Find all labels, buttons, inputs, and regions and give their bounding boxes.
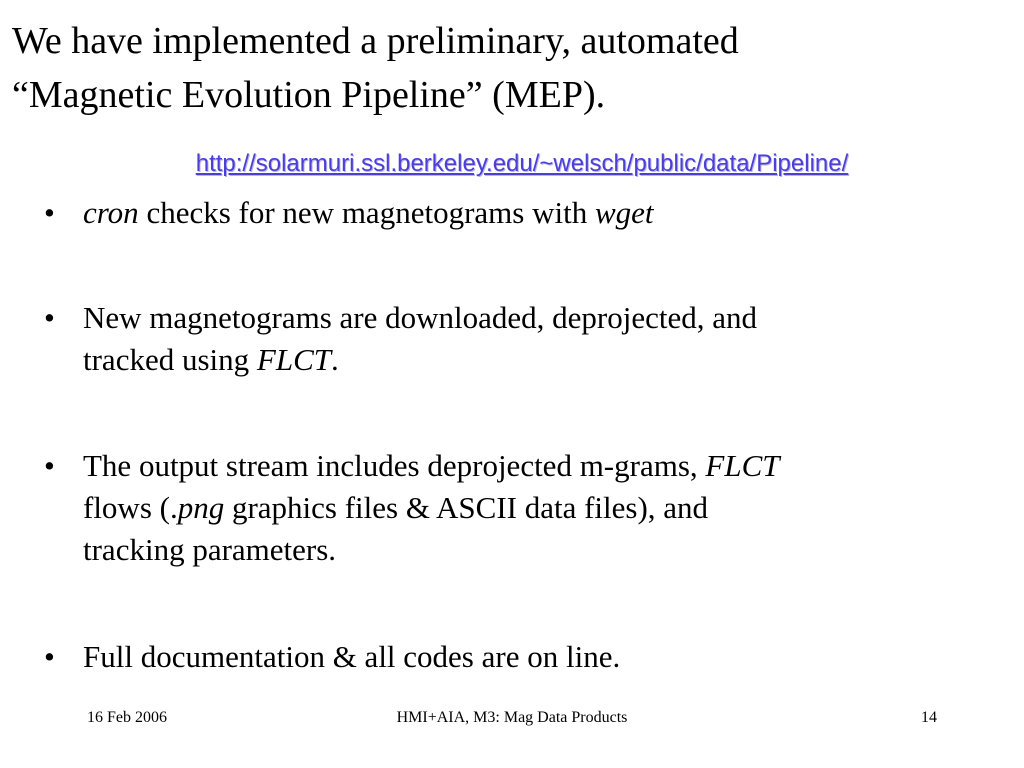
cron-term: cron [83, 195, 139, 230]
flct-term: FLCT [705, 448, 780, 483]
bullet-text-part: The output stream includes deprojected m-grams, [83, 448, 706, 483]
footer-date: 16 Feb 2006 [87, 709, 167, 726]
title-line-2: “Magnetic Evolution Pipeline” (MEP). [12, 74, 606, 116]
bullet-text-part: tracked using [83, 342, 257, 377]
bullet-text-part: checks for new magnetograms with [138, 195, 595, 230]
footer-center-text: HMI+AIA, M3: Mag Data Products [396, 709, 628, 726]
bullet-line-3: tracking parameters. [83, 532, 337, 567]
bullet-text-part: . [331, 342, 339, 377]
bullet-line-1: New magnetograms are downloaded, deprojected, and [83, 300, 757, 335]
bullet-dot-icon: • [44, 195, 55, 230]
pipeline-url-link[interactable]: http://solarmuri.ssl.berkeley.edu/~welsch/public/data/Pipeline/ [195, 150, 849, 177]
bullet-text [83, 297, 1003, 381]
bullet-text-part: flows (. [83, 490, 178, 525]
png-term: png [177, 490, 225, 525]
bullet-text [83, 445, 1003, 571]
wget-term: wget [594, 195, 654, 230]
slide-number: 14 [921, 709, 937, 726]
bullet-text: Full documentation & all codes are on line. [83, 639, 621, 674]
bullet-text-part: graphics files & ASCII data files), and [224, 490, 709, 525]
bullet-dot-icon: • [44, 639, 55, 674]
bullet-dot-icon: • [44, 448, 55, 483]
bullet-dot-icon: • [44, 300, 55, 335]
flct-term: FLCT [256, 342, 331, 377]
title-line-1: We have implemented a preliminary, automated [12, 20, 739, 62]
bullet-text [83, 192, 1003, 234]
